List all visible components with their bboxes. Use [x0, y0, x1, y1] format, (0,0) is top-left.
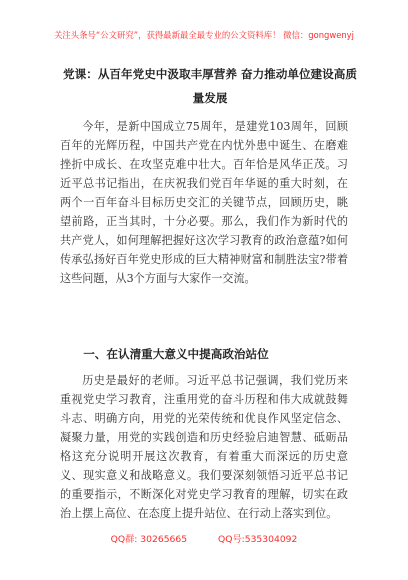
qq-group-text: QQ群: 30265665 [110, 534, 188, 545]
section-heading: 一、在认清重大意义中提高政治站位 [83, 347, 269, 361]
document-title: 党课：从百年党史中汲取丰厚营养 奋力推动单位建设高质量发展 [63, 67, 357, 105]
body-paragraph: 今年，是新中国成立75周年，是建党103周年，回顾百年的光辉历程，中国共产党在内忧外患中诞生、在磨难挫折中成长、在攻坚克难中壮大。百年恰是风华正茂。习近平总书记指出，在庆祝我们党百年华诞的重大时刻，在两个一百年奋斗目标历史交汇的关键节点，回顾历史，眺望前路，正当其时，十分必要。那么，我们作为新时代的共产党人，如何理解把握好这次学习教育的政治意蕴?如何传承弘扬好百年党史形成的巨大精神财富和制胜法宝?带着这些问题，从3个方面与大家作一交流。 [60, 120, 348, 285]
promo-banner: 关注头条号“公文研究”，获得最新最全最专业的公文资料库！ 微信：gongwenyj [54, 30, 354, 40]
section-body [60, 371, 348, 523]
intro-body [60, 117, 348, 288]
qq-number-text: QQ号:535304092 [218, 534, 298, 545]
body-paragraph: 历史是最好的老师。习近平总书记强调，我们党历来重视党史学习教育，注重用党的奋斗历程和伟大成就鼓舞斗志、明确方向，用党的光荣传统和优良作风坚定信念、凝聚力量，用党的实践创造和历史经验启迪智慧、砥砺品格这充分说明开展这次教育，有着重大而深远的历史意义、现实意义和战略意义。我们要深刻领悟习近平总书记的重要指示，不断深化对党史学习教育的理解，切实在政治上摆上高位、在态度上提升站位、在行动上落实到位。 [60, 374, 348, 520]
footer-contacts [0, 531, 408, 545]
